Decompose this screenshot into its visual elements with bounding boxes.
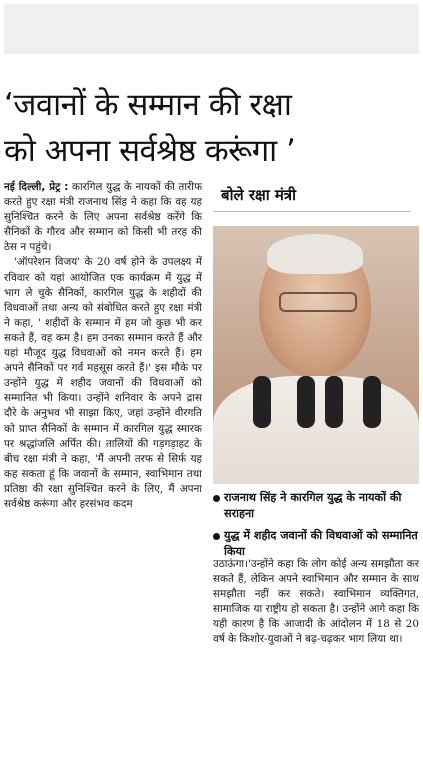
bullet-dot-icon	[213, 533, 220, 540]
photo-hair	[267, 234, 363, 274]
photo-glasses	[279, 292, 357, 312]
article-paragraph-1	[4, 180, 202, 255]
article-body	[4, 180, 202, 512]
sidebar-bullet-1	[213, 490, 419, 522]
article-paragraph-2: 'ऑपरेशन विजय' के 20 वर्ष होने के उपलक्ष्य में रविवार को यहां आयोजित एक कार्यक्रम में युद्ध में भाग ले चुके सैनिकों, कारगिल युद्ध के शहीदों की विधवाओं तथा अन्य को संबोधित करते हुए रक्षा मंत्री ने कहा, ' शहीदों के सम्मान में हम जो कुछ भी कर सकते हैं, वह कम है। हम उनका सम्मान करते हैं और यहां मौजूद युद्ध विधवाओं को नमन करते हैं। हम अपने सैनिकों पर गर्व महसूस करते हैं।' इस मौके पर उन्होंने युद्ध में शहीद जवानों की विधवाओं को सम्मानित भी किया। उन्होंने शनिवार के अपने द्रास दौरे के अनुभव भी साझा किए, जहां उन्होंने वीरगति को प्राप्त सैनिकों के सम्मान में कारगिल युद्ध स्मारक पर श्रद्धांजलि अर्पित की। तालियों की गड़गड़ाहट के बीच रक्षा मंत्री ने कहा, 'मैं अपनी तरफ से सिर्फ यह कह सकता हूं कि जवानों के सम्मान, स्वाभिमान तथा प्रतिष्ठा की रक्षा सुनिश्चित करने के लिए, मैं अपना सर्वश्रेष्ठ करूंगा और हरसंभव कदम	[4, 256, 202, 510]
microphone-icon	[325, 376, 343, 428]
sidebar-heading: बोले रक्षा मंत्री	[213, 182, 411, 212]
sidebar-bullet-2-text: युद्ध में शहीद जवानों की विधवाओं को सम्मानित किया	[224, 529, 418, 558]
bullet-dot-icon	[213, 495, 220, 502]
microphone-icon	[363, 376, 381, 428]
microphone-icon	[253, 376, 271, 428]
sidebar-bullet-1-text: राजनाथ सिंह ने कारगिल युद्ध के नायकों की सराहना	[224, 491, 402, 520]
dateline: नई दिल्ली, प्रेट्र :	[4, 181, 69, 193]
sidebar-bullet-2	[213, 528, 419, 560]
article-continuation-text: उठाऊंगा।'उन्होंने कहा कि लोग कोई अन्य समझौता कर सकते हैं, लेकिन अपने स्वाभिमान और सम्मान के साथ समझौता नहीं कर सकते। स्वाभिमान व्यक्तिगत, सामाजिक या राष्ट्रीय हो सकता है। उन्होंने आगे कहा कि यही कारण है कि आजादी के आंदोलन में 18 से 20 वर्ष के किशोर-युवाओं ने बढ़-चढ़कर भाग लिया था।	[213, 558, 419, 646]
headline-line-1: ‘जवानों के सम्मान की रक्षा	[4, 87, 292, 123]
microphone-icon	[297, 376, 315, 428]
sidebar-box	[213, 182, 419, 566]
headline	[4, 82, 419, 174]
article-paragraph-1-text: कारगिल युद्ध के नायकों की तारीफ करते हुए रक्षा मंत्री राजनाथ सिंह ने कहा कि वह यह सुनिश्चित करने के लिए अपना सर्वश्रेष्ठ करेंगे कि सैनिकों के गौरव और सम्मान को किसी भी तरह की ठेस न पहुंचे।	[4, 181, 202, 254]
minister-photo	[213, 226, 419, 484]
headline-line-2: को अपना सर्वश्रेष्ठ करूंगा ’	[4, 133, 296, 169]
photo-body	[213, 376, 419, 484]
sidebar-bullets	[213, 490, 419, 560]
top-banner	[4, 4, 419, 54]
article-continuation	[213, 557, 419, 648]
